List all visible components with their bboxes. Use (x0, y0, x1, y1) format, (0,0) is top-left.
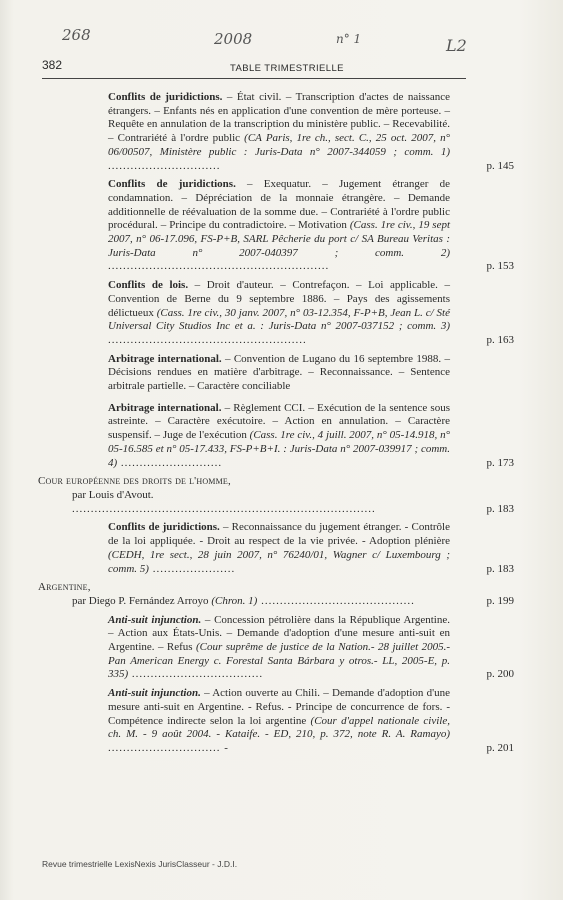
handwritten-note: 2008 (214, 30, 253, 48)
entry-heading: Anti-suit injunction. (108, 687, 201, 700)
entry-text: – Reconnaissance du jugement étranger. - Contrôle de la loi appliquée. - Droit au respect de la vie privée. - Adoption plénière (108, 521, 450, 548)
handwritten-note: 268 (62, 26, 91, 44)
entry (38, 91, 518, 173)
leader-dots: .............................. - (108, 741, 229, 754)
page-ref: p. 145 (486, 159, 514, 172)
section-title: Cour européenne des droits de l'homme, (38, 475, 231, 488)
entry-text: – Exequatur. – Jugement étranger de condamnation. – Dépréciation de la monnaie étrangère. – Demande additionnelle de réévaluation de la somme due. – Contrariété à l'ordre public procédural. – Principe du contradictoire. – Motivation (108, 178, 450, 232)
entry-heading: Conflits de juridictions. (108, 178, 236, 191)
leader-dots: ........................................................... (108, 260, 330, 273)
leader-dots: ........................... (117, 456, 223, 469)
section-author: par Diego P. Fernández Arroyo (72, 594, 209, 607)
entry (38, 687, 518, 756)
section-title: Argentine, (38, 581, 91, 594)
handwritten-note: L2 (446, 36, 467, 55)
handwritten-note: n° 1 (336, 32, 362, 46)
entry (38, 178, 518, 274)
page-ref: p. 153 (486, 260, 514, 273)
entry-text: – Règlement CCI. – Exécution de la sentence sous astreinte. – Caractère exécutoire. – Action en annulation. – Caractère suspensif. – Juge de l'exécution (108, 401, 450, 442)
entry-heading: Arbitrage international. (108, 401, 222, 414)
leader-dots: ................................... (128, 668, 264, 681)
leader-dots: .............................. (108, 159, 221, 172)
running-head: TABLE TRIMESTRIELLE (230, 63, 344, 74)
entry-heading: Conflits de juridictions. (108, 91, 223, 103)
entry (38, 279, 518, 348)
entry-text: – État civil. – Transcription d'actes de naissance étrangers. – Enfants nés en application d'une convention de mère porteuse. – Requête en annulation de la transcription du ministère public. – Recevabilité. – Contrariété à l'ordre public (108, 91, 450, 145)
entry-reference: (Cass. 1re civ., 4 juill. 2007, n° 05-14.918, n° 05-16.585 et n° 05-17.433, FS-P+B+I. : Juris-Data n° 2007-039917 ; comm. 4) (108, 429, 450, 469)
header-rule (42, 78, 466, 79)
leader-dots: ..................................................... (108, 333, 307, 346)
entry-heading: Conflits de lois. (108, 279, 189, 292)
entry-reference: (Cass. 1re civ., 30 janv. 2007, n° 03-12.354, F-P+B, Jean L. c/ Sté Universal City Studios Inc et a. : Juris-Data n° 2007-037152 ; comm. 3) (108, 306, 450, 333)
entry (38, 521, 518, 576)
entry-text: – Droit d'auteur. – Contrefaçon. – Loi applicable. – Convention de Berne du 9 septembre 1886. – Pays des agissements délictueux (108, 279, 450, 319)
entry-heading: Arbitrage international. (108, 352, 222, 365)
page-ref: p. 173 (486, 456, 514, 469)
table-content (38, 91, 518, 761)
page-ref: p. 200 (486, 668, 514, 681)
entry-reference: (CA Paris, 1re ch., sect. C., 25 oct. 2007, n° 06/00507, Ministère public : Juris-Data n° 2007-344059 ; comm. 1) (108, 132, 450, 158)
section-author: par Louis d'Avout (72, 488, 151, 501)
page-ref: p. 163 (486, 333, 514, 346)
leader-dots: ......................................... (257, 594, 415, 607)
page-number: 382 (42, 58, 63, 72)
entry-reference: (CEDH, 1re sect., 28 juin 2007, n° 76240/01, Wagner c/ Luxembourg ; comm. 5) (108, 548, 450, 575)
entry-reference: (Cass. 1re civ., 19 sept 2007, n° 06-17.096, FS-P+B, SARL Pêcherie du port c/ SA Bureau Veritas : Juris-Data n° 2007-040397 ; comm. 2) (108, 219, 451, 259)
page-footer: Revue trimestrielle LexisNexis JurisClasseur - J.D.I. (42, 859, 238, 869)
entry (38, 402, 518, 471)
entry-heading: Conflits de juridictions. (108, 521, 220, 534)
entry-text: – Concession pétrolière dans la République Argentine. – Action aux États-Unis. – Demande d'adoption d'une mesure anti-suit en Argentine. – Refus (108, 613, 450, 654)
entry-text: – Action ouverte au Chili. – Demande d'adoption d'une mesure anti-suit en Argentine. - Refus. - Principe de concurrence de fors. - Compétence indirecte selon la loi argentine (108, 687, 450, 727)
page-ref: p. 201 (486, 741, 514, 754)
entry-text: – Convention de Lugano du 16 septembre 1988. – Décisions rendues en matière d'arbitrage. – Reconnaissance. – Sentence arbitrale partielle. – Caractère conciliable (108, 352, 450, 393)
page-ref: p. 183 (486, 502, 514, 515)
entry-heading: Anti-suit injunction. (108, 613, 202, 626)
entry (38, 353, 518, 394)
entry-reference: (Cour suprême de justice de la Nation.- 28 juillet 2005.- Pan American Energy c. Forestal Santa Bárbara y otros.- LL, 2005-E, p. 335) (108, 641, 450, 681)
page-ref: p. 199 (486, 594, 514, 607)
entry (38, 614, 518, 683)
page-ref: p. 183 (486, 562, 514, 575)
leader-dots: ...................... (148, 562, 236, 575)
section-country (38, 581, 518, 608)
entry-reference: (Cour d'appel nationale civile, ch. M. - 9 août 2004. - Kataife. - ED, 210, p. 372, note R. A. Ramayo) (108, 714, 450, 741)
section-reference: (Chron. 1) (208, 594, 258, 607)
leader-dots: . ................................................................................. (72, 488, 376, 515)
section-court (38, 475, 518, 516)
